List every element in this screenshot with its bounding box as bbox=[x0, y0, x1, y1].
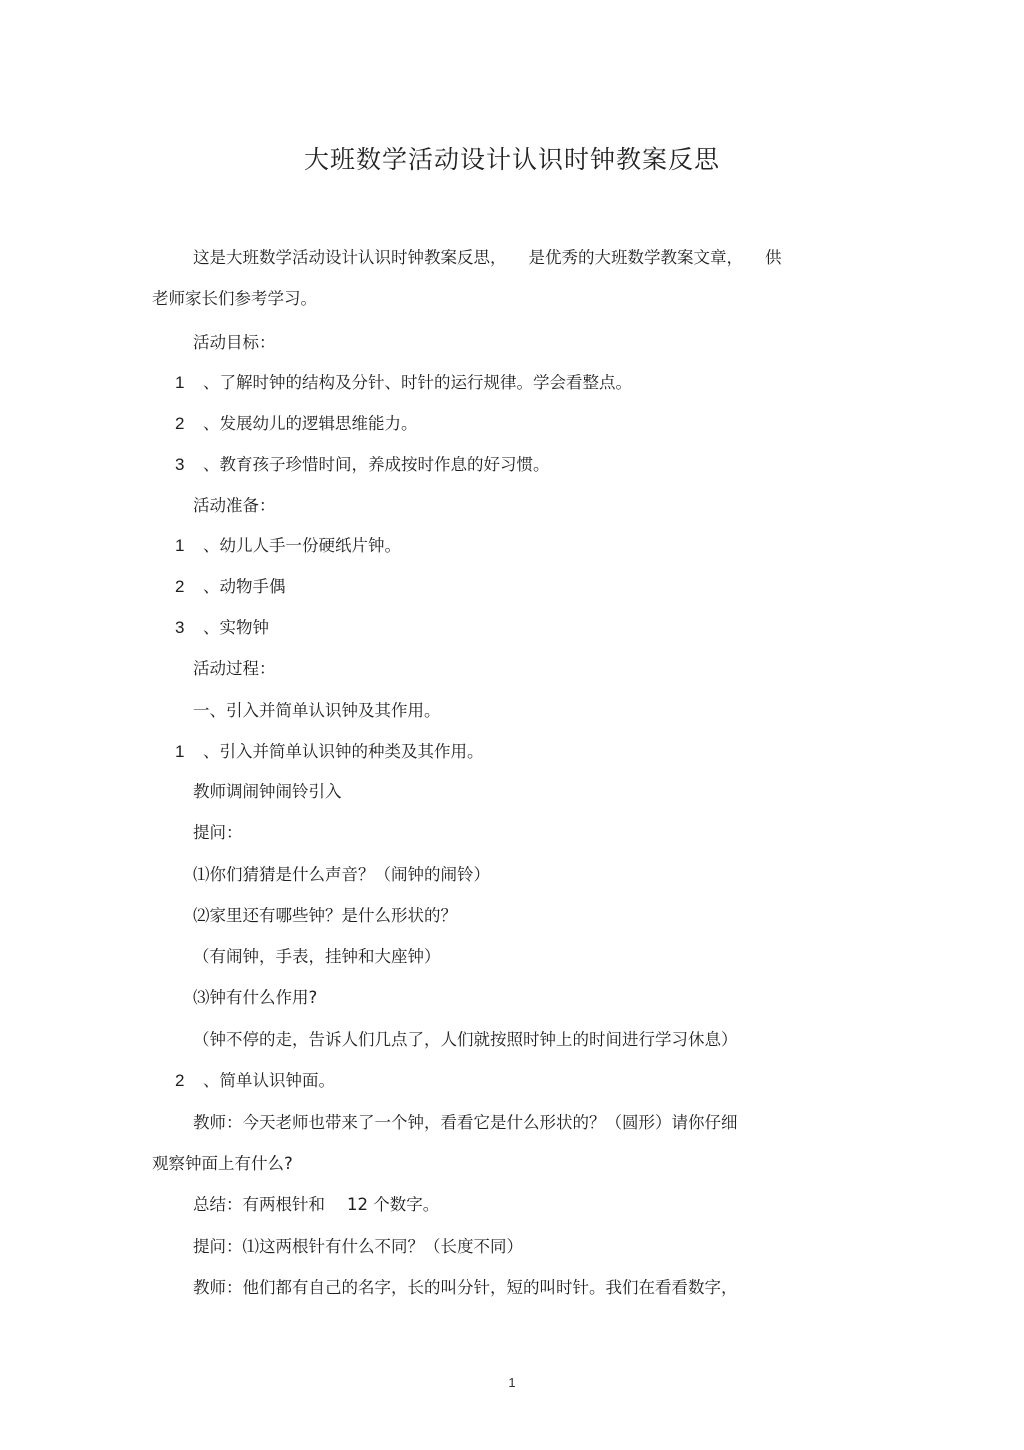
question-1: ⑴你们猜猜是什么声音？（闹钟的闹铃） bbox=[193, 865, 490, 884]
answer-2: （有闹钟，手表，挂钟和大座钟） bbox=[193, 947, 441, 966]
intro-text-c: 供 bbox=[765, 248, 782, 267]
question-label: 提问： bbox=[193, 823, 243, 842]
intro-text-b: 是优秀的大班数学教案文章， bbox=[528, 248, 743, 267]
goal-number: 3 bbox=[175, 455, 185, 474]
step-text: 、简单认识钟面。 bbox=[203, 1071, 335, 1090]
prep-number: 2 bbox=[175, 577, 185, 596]
step-number: 1 bbox=[175, 742, 185, 761]
intro-text-a: 这是大班数学活动设计认识时钟教案反思， bbox=[193, 248, 507, 267]
goal-number: 1 bbox=[175, 373, 185, 392]
step-text: 、引入并简单认识钟的种类及其作用。 bbox=[203, 742, 484, 761]
page-number: 1 bbox=[508, 1375, 516, 1390]
question-followup: 提问：⑴这两根针有什么不同？（长度不同） bbox=[193, 1237, 523, 1256]
step-number: 2 bbox=[175, 1071, 185, 1090]
process-step bbox=[175, 1069, 335, 1093]
goal-text: 、发展幼儿的逻辑思维能力。 bbox=[203, 414, 418, 433]
summary-text-b: 12 个数字。 bbox=[347, 1195, 440, 1214]
prep-text: 、动物手偶 bbox=[203, 577, 286, 596]
prep-item bbox=[175, 616, 269, 640]
goal-number: 2 bbox=[175, 414, 185, 433]
summary-text-a: 总结：有两根针和 bbox=[193, 1195, 325, 1214]
teacher-line-1: 教师：今天老师也带来了一个钟，看看它是什么形状的？（圆形）请你仔细 bbox=[193, 1113, 738, 1132]
prep-item bbox=[175, 534, 401, 558]
goal-item bbox=[175, 412, 418, 436]
answer-3: （钟不停的走，告诉人们几点了，人们就按照时钟上的时间进行学习休息） bbox=[193, 1030, 738, 1049]
prep-number: 1 bbox=[175, 536, 185, 555]
intro-line-2: 老师家长们参考学习。 bbox=[152, 289, 317, 308]
prep-heading: 活动准备： bbox=[193, 496, 276, 515]
page-title: 大班数学活动设计认识时钟教案反思 bbox=[303, 145, 720, 174]
intro-line-1 bbox=[193, 246, 833, 270]
section-heading: 一、引入并简单认识钟及其作用。 bbox=[193, 701, 441, 720]
prep-number: 3 bbox=[175, 618, 185, 637]
question-2: ⑵家里还有哪些钟？是什么形状的？ bbox=[193, 906, 457, 925]
goal-item bbox=[175, 371, 632, 395]
goals-heading: 活动目标： bbox=[193, 333, 276, 352]
prep-text: 、幼儿人手一份硬纸片钟。 bbox=[203, 536, 401, 555]
process-step bbox=[175, 740, 484, 764]
teacher-line-3: 教师：他们都有自己的名字，长的叫分针，短的叫时针。我们在看看数字， bbox=[193, 1278, 738, 1297]
teacher-intro: 教师调闹钟闹铃引入 bbox=[193, 782, 342, 801]
teacher-line-2: 观察钟面上有什么? bbox=[152, 1154, 293, 1173]
process-heading: 活动过程： bbox=[193, 659, 276, 678]
prep-text: 、实物钟 bbox=[203, 618, 269, 637]
goal-text: 、教育孩子珍惜时间，养成按时作息的好习惯。 bbox=[203, 455, 550, 474]
goal-item bbox=[175, 453, 550, 477]
prep-item bbox=[175, 575, 286, 599]
question-3: ⑶钟有什么作用? bbox=[193, 988, 318, 1007]
summary-line bbox=[193, 1193, 439, 1217]
goal-text: 、了解时钟的结构及分针、时针的运行规律。学会看整点。 bbox=[203, 373, 632, 392]
